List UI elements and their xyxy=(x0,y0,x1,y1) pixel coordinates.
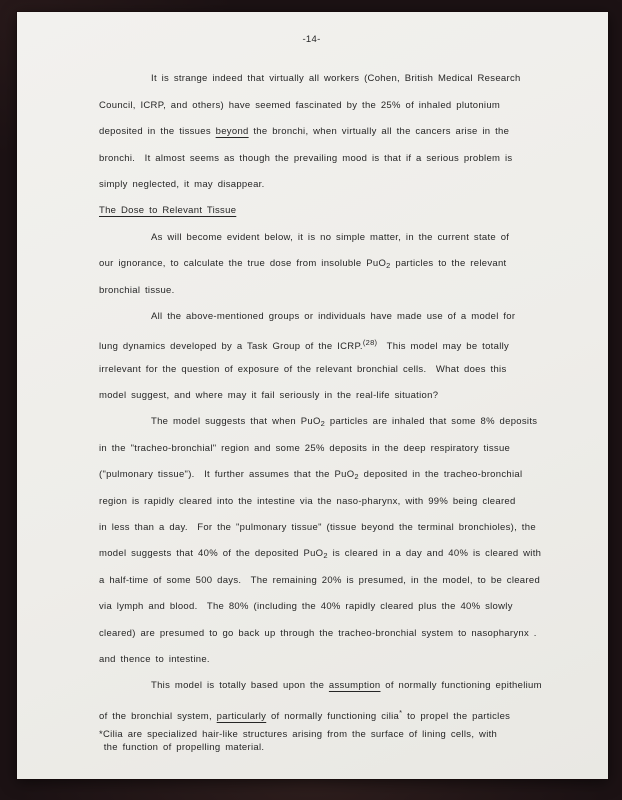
text-line: of the bronchial system, particularly of normally functioning cilia* to propel the particles xyxy=(99,707,511,722)
text-line: bronchi. It almost seems as though the prevailing mood is that if a serious problem is xyxy=(99,152,513,164)
text-line: our ignorance, to calculate the true dose from insoluble PuO$_2$ particles to the relevant xyxy=(99,258,507,271)
text-line: As will become evident below, it is no simple matter, in the current state of xyxy=(151,231,510,243)
text-line: in less than a day. For the "pulmonary tissue" (tissue beyond the terminal bronchioles), the xyxy=(99,522,536,534)
text-line: The model suggests that when PuO$_2$ particles are inhaled that some 8% deposits xyxy=(151,416,538,429)
text-line: This model is totally based upon the assumption of normally functioning epithelium xyxy=(151,680,542,692)
text-line: and thence to intestine. xyxy=(99,653,210,665)
text-line: the function of propelling material. xyxy=(99,741,265,753)
text-line: in the "tracheo-bronchial" region and some 25% deposits in the deep respiratory tissue xyxy=(99,442,511,454)
paragraph-5 xyxy=(99,673,594,726)
footnote xyxy=(99,729,594,754)
section-heading xyxy=(99,198,594,224)
page-number xyxy=(99,27,594,53)
paragraph-4 xyxy=(99,409,594,673)
text-line: a half-time of some 500 days. The remaining 20% is presumed, in the model, to be cleared xyxy=(99,574,541,586)
text-line: simply neglected, it may disappear. xyxy=(99,178,265,190)
paragraph-3 xyxy=(99,304,594,410)
text-line: It is strange indeed that virtually all workers (Cohen, British Medical Research xyxy=(151,73,521,85)
text-line: model suggests that 40% of the deposited PuO$_2$ is cleared in a day and 40% is cleared with xyxy=(99,548,542,561)
text-line: *Cilia are specialized hair-like structures arising from the surface of lining cells, with xyxy=(99,729,498,741)
text-line: lung dynamics developed by a Task Group of the ICRP.$^{(28)}$ This model may be totally xyxy=(99,338,510,353)
paragraph-2 xyxy=(99,225,594,304)
text-line: cleared) are presumed to go back up through the tracheo-bronchial system to nasopharynx . xyxy=(99,627,537,639)
text-line: ("pulmonary tissue"). It further assumes that the PuO$_2$ deposited in the tracheo-bronchial xyxy=(99,469,523,482)
text-line: bronchial tissue. xyxy=(99,284,175,296)
text-line: All the above-mentioned groups or individuals have made use of a model for xyxy=(151,310,516,322)
text-line: deposited in the tissues beyond the bronchi, when virtually all the cancers arise in the xyxy=(99,126,510,138)
text-line: irrelevant for the question of exposure of the relevant bronchial cells. What does this xyxy=(99,363,507,375)
paragraph-1 xyxy=(99,66,594,198)
text-line: The Dose to Relevant Tissue xyxy=(99,205,237,217)
text-line: model suggest, and where may it fail seriously in the real-life situation? xyxy=(99,390,439,402)
text-line: -14- xyxy=(302,34,321,45)
text-column xyxy=(17,12,608,754)
text-line: region is rapidly cleared into the intestine via the naso-pharynx, with 99% being cleared xyxy=(99,495,516,507)
document-page xyxy=(17,12,608,779)
text-line: Council, ICRP, and others) have seemed fascinated by the 25% of inhaled plutonium xyxy=(99,99,501,111)
text-line: via lymph and blood. The 80% (including the 40% rapidly cleared plus the 40% slowly xyxy=(99,601,513,613)
